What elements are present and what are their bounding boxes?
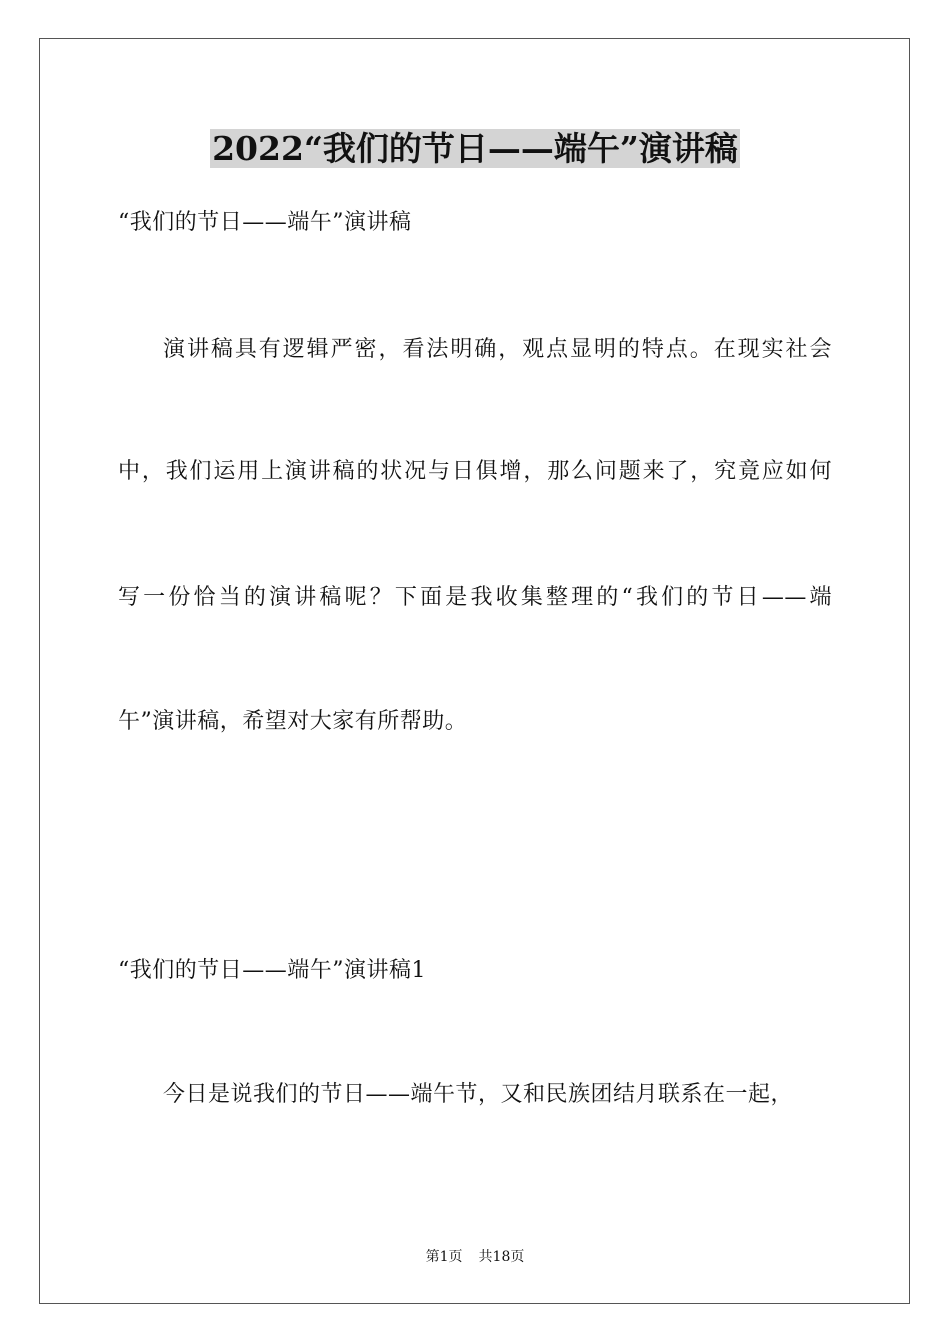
paragraph-line: 演讲稿具有逻辑严密，看法明确，观点显明的特点。在现实社会 xyxy=(163,337,832,362)
page-total: 共18页 xyxy=(478,1249,525,1265)
document-title xyxy=(0,128,950,170)
document-title-text: 2022“我们的节日——端午”演讲稿 xyxy=(212,129,738,168)
paragraph-line: 午”演讲稿，希望对大家有所帮助。 xyxy=(118,709,468,734)
page-number: 第1页 xyxy=(425,1249,463,1265)
section-heading: “我们的节日——端午”演讲稿1 xyxy=(118,958,426,983)
document-subtitle: “我们的节日——端午”演讲稿 xyxy=(118,210,412,235)
paragraph-line: 写一份恰当的演讲稿呢？下面是我收集整理的“我们的节日——端 xyxy=(118,585,832,610)
paragraph-line: 中，我们运用上演讲稿的状况与日俱增，那么问题来了，究竟应如何 xyxy=(118,459,832,484)
page-footer xyxy=(0,1247,950,1267)
paragraph-line: 今日是说我们的节日——端午节，又和民族团结月联系在一起， xyxy=(163,1082,794,1107)
